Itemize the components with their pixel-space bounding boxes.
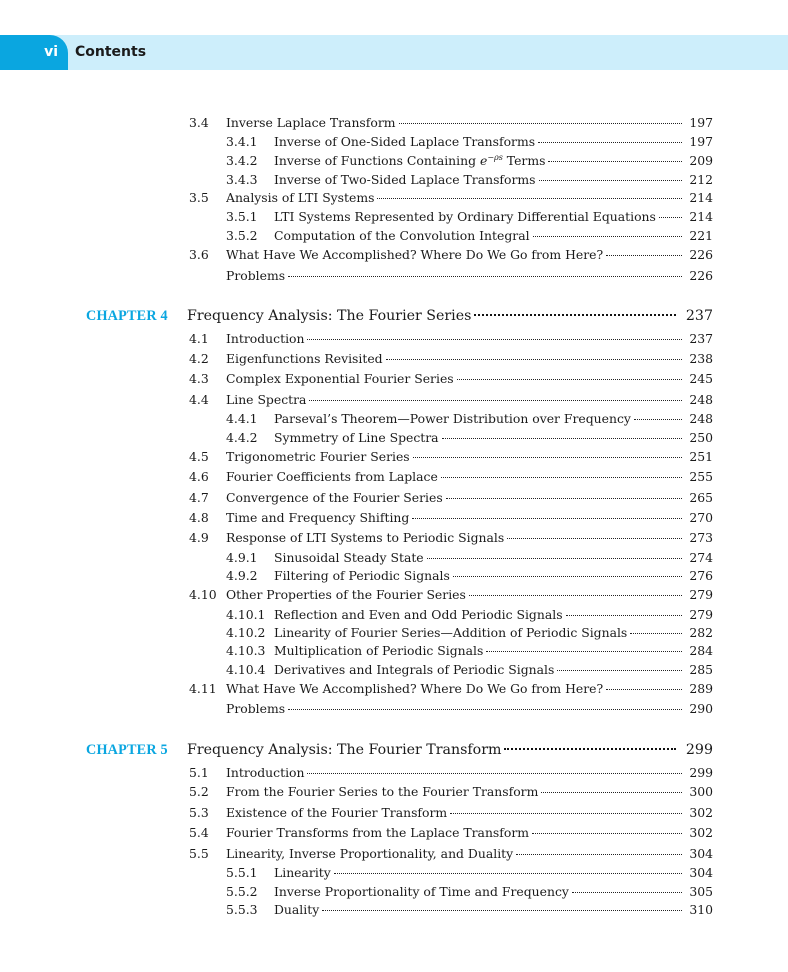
toc-entry-row[interactable] (0, 529, 788, 547)
entry-title[interactable]: Duality (274, 902, 320, 917)
toc-entry-row[interactable] (0, 468, 788, 486)
toc-entry-row[interactable] (0, 783, 788, 801)
dot-leader (442, 437, 682, 439)
chapter-label: CHAPTER 4 (86, 308, 168, 324)
toc-entry-row[interactable] (0, 267, 788, 285)
entry-title-wrap (226, 680, 685, 698)
toc-entry-row[interactable] (0, 208, 788, 226)
toc-entry-row[interactable] (0, 642, 788, 660)
entry-title-wrap (274, 567, 685, 585)
entry-title[interactable]: Existence of the Fourier Transform (226, 805, 448, 820)
toc-entry-row[interactable] (0, 901, 788, 919)
entry-title-wrap (226, 509, 685, 527)
page-number-ref: 299 (689, 765, 713, 780)
page-number-ref: 250 (689, 430, 713, 445)
dot-leader (334, 872, 682, 874)
entry-title[interactable]: Introduction (226, 765, 305, 780)
dot-leader (309, 399, 682, 401)
section-number: 5.5.2 (226, 884, 258, 899)
entry-title[interactable]: Multiplication of Periodic Signals (274, 643, 484, 658)
page-number-ref: 197 (689, 134, 713, 149)
entry-title-wrap (226, 448, 685, 466)
page-number-ref: 245 (689, 371, 713, 386)
entry-title[interactable]: Time and Frequency Shifting (226, 510, 410, 525)
entry-title-wrap (226, 804, 685, 822)
dot-leader (474, 313, 676, 316)
dot-leader (606, 254, 682, 256)
section-number: 4.11 (189, 681, 217, 696)
page-number: vi (44, 44, 58, 60)
page-number-ref: 300 (689, 784, 713, 799)
entry-title[interactable]: What Have We Accomplished? Where Do We Go from Here? (226, 247, 604, 262)
entry-title[interactable]: Problems (226, 701, 286, 716)
page-number-ref: 279 (689, 587, 713, 602)
entry-title-wrap (274, 152, 685, 170)
toc-entry-row[interactable] (0, 549, 788, 567)
page-number-ref: 273 (689, 530, 713, 545)
dot-leader (288, 275, 682, 277)
entry-title[interactable]: Inverse Proportionality of Time and Frequency (274, 884, 569, 899)
page-number-ref: 237 (685, 308, 713, 324)
entry-title[interactable]: Complex Exponential Fourier Series (226, 371, 454, 386)
dot-leader (446, 497, 682, 499)
entry-title-wrap (274, 642, 685, 660)
dot-leader (539, 179, 682, 181)
entry-title-wrap (226, 330, 685, 348)
toc-entry-row[interactable] (0, 883, 788, 901)
entry-title[interactable]: From the Fourier Series to the Fourier Transform (226, 784, 539, 799)
entry-title[interactable]: Eigenfunctions Revisited (226, 351, 383, 366)
entry-title[interactable]: Problems (226, 268, 286, 283)
page-number-ref: 304 (689, 846, 713, 861)
toc-entry-row[interactable] (0, 246, 788, 264)
dot-leader (541, 791, 682, 793)
section-number: 4.1 (189, 331, 209, 346)
entry-title-wrap (226, 783, 685, 801)
entry-title[interactable]: What Have We Accomplished? Where Do We Go from Here? (226, 681, 604, 696)
dot-leader (572, 891, 682, 893)
entry-title-wrap (274, 883, 685, 901)
page-number-ref: 226 (689, 247, 713, 262)
entry-title[interactable]: Trigonometric Fourier Series (226, 449, 410, 464)
page-number-ref: 270 (689, 510, 713, 525)
section-number: 4.5 (189, 449, 209, 464)
entry-title[interactable]: Line Spectra (226, 392, 307, 407)
toc-entry-row[interactable] (0, 189, 788, 207)
dot-leader (516, 853, 682, 855)
entry-title[interactable]: Filtering of Periodic Signals (274, 568, 450, 583)
section-number: 5.3 (189, 805, 209, 820)
dot-leader (307, 772, 682, 774)
toc-entry-row[interactable] (0, 586, 788, 604)
section-number: 4.9.1 (226, 550, 258, 565)
page-number-ref: 304 (689, 865, 713, 880)
dot-leader (548, 160, 682, 162)
section-number: 3.4.1 (226, 134, 258, 149)
toc-entry-row[interactable] (0, 448, 788, 466)
entry-title[interactable]: Fourier Coefficients from Laplace (226, 469, 438, 484)
section-number: 4.8 (189, 510, 209, 525)
dot-leader (377, 197, 682, 199)
dot-leader (441, 476, 682, 478)
dot-leader (538, 141, 682, 143)
dot-leader (427, 557, 682, 559)
entry-title[interactable]: Reflection and Even and Odd Periodic Signals (274, 607, 563, 622)
entry-title[interactable]: Response of LTI Systems to Periodic Signals (226, 530, 505, 545)
toc-chapter-row[interactable] (0, 305, 788, 327)
page-number-ref: 238 (689, 351, 713, 366)
section-number: 4.10 (189, 587, 217, 602)
entry-title-wrap (274, 606, 685, 624)
page-number-ref: 214 (689, 190, 713, 205)
entry-title[interactable]: Fourier Transforms from the Laplace Transform (226, 825, 529, 840)
toc-entry-row[interactable] (0, 171, 788, 189)
section-number: 5.5.1 (226, 865, 258, 880)
section-number: 3.5.2 (226, 228, 258, 243)
entry-title-wrap (226, 586, 685, 604)
dot-leader (630, 632, 682, 634)
page-number-ref: 237 (689, 331, 713, 346)
dot-leader (450, 812, 682, 814)
page-number-ref: 289 (689, 681, 713, 696)
page-number-ref: 305 (689, 884, 713, 899)
toc-entry-row[interactable] (0, 152, 788, 170)
entry-title-wrap (274, 864, 685, 882)
entry-title-wrap (226, 114, 685, 132)
entry-title[interactable]: Linearity, Inverse Proportionality, and Duality (226, 846, 514, 861)
entry-title-wrap (226, 267, 685, 285)
chapter-label: CHAPTER 5 (86, 742, 168, 758)
section-number: 3.5 (189, 190, 209, 205)
section-number: 4.4.1 (226, 411, 258, 426)
page-number-ref: 265 (689, 490, 713, 505)
section-number: 4.9.2 (226, 568, 258, 583)
entry-title-wrap (187, 305, 679, 327)
entry-title-wrap (274, 429, 685, 447)
toc-entry-row[interactable] (0, 350, 788, 368)
toc-entry-row[interactable] (0, 661, 788, 679)
entry-title-wrap (226, 350, 685, 368)
entry-title-part: Inverse of Functions Containing (274, 153, 480, 168)
section-number: 5.1 (189, 765, 209, 780)
entry-title-wrap (274, 624, 685, 642)
toc-entry-row[interactable] (0, 624, 788, 642)
section-number: 4.10.2 (226, 625, 266, 640)
dot-leader (659, 216, 682, 218)
entry-title-wrap (274, 227, 685, 245)
entry-title[interactable]: Symmetry of Line Spectra (274, 430, 439, 445)
section-number: 3.6 (189, 247, 209, 262)
dot-leader (533, 235, 682, 237)
entry-title-wrap (274, 410, 685, 428)
page-number-ref: 248 (689, 392, 713, 407)
page-number-ref: 302 (689, 825, 713, 840)
entry-title-wrap (274, 549, 685, 567)
entry-title-wrap (226, 529, 685, 547)
toc-entry-row[interactable] (0, 680, 788, 698)
page-number-ref: 209 (689, 153, 713, 168)
entry-title-wrap (226, 489, 685, 507)
page-number-ref: 248 (689, 411, 713, 426)
entry-title-wrap (226, 468, 685, 486)
page-number-ref: 282 (689, 625, 713, 640)
toc-entry-row[interactable] (0, 114, 788, 132)
toc-entry-row[interactable] (0, 509, 788, 527)
dot-leader (288, 708, 682, 710)
page-number-ref: 197 (689, 115, 713, 130)
entry-title[interactable]: LTI Systems Represented by Ordinary Differential Equations (274, 209, 656, 224)
page-number-ref: 221 (689, 228, 713, 243)
page-number-ref: 214 (689, 209, 713, 224)
page-number-ref: 251 (689, 449, 713, 464)
entry-title-wrap (274, 208, 685, 226)
section-number: 5.2 (189, 784, 209, 799)
entry-title-wrap (226, 246, 685, 264)
toc-entry-row[interactable] (0, 567, 788, 585)
entry-title-wrap (226, 764, 685, 782)
dot-leader (453, 575, 682, 577)
page-number-ref: 274 (689, 550, 713, 565)
section-number: 3.4 (189, 115, 209, 130)
section-number: 3.4.3 (226, 172, 258, 187)
entry-title-wrap (274, 133, 685, 151)
section-number: 5.5 (189, 846, 209, 861)
entry-title[interactable]: Inverse of One-Sided Laplace Transforms (274, 134, 536, 149)
section-number: 3.5.1 (226, 209, 258, 224)
dot-leader (307, 338, 682, 340)
toc-entry-row[interactable] (0, 845, 788, 863)
section-number: 5.5.3 (226, 902, 258, 917)
section-number: 4.10.3 (226, 643, 266, 658)
entry-title-wrap (274, 171, 685, 189)
entry-title[interactable]: Linearity (274, 865, 331, 880)
page-number-ref: 310 (689, 902, 713, 917)
entry-title[interactable]: Linearity of Fourier Series—Addition of Periodic Signals (274, 625, 628, 640)
entry-title-wrap (274, 661, 685, 679)
toc-entry-row[interactable] (0, 391, 788, 409)
toc-entry-row[interactable] (0, 429, 788, 447)
page-number-ref: 302 (689, 805, 713, 820)
entry-title-wrap (226, 700, 685, 718)
section-number: 5.4 (189, 825, 209, 840)
entry-title-wrap (274, 901, 685, 919)
entry-title-wrap (226, 391, 685, 409)
section-number: 4.2 (189, 351, 209, 366)
dot-leader (566, 614, 682, 616)
entry-title[interactable]: Derivatives and Integrals of Periodic Signals (274, 662, 555, 677)
entry-title-wrap (226, 845, 685, 863)
page-number-ref: 226 (689, 268, 713, 283)
dot-leader (606, 688, 682, 690)
section-number: 4.9 (189, 530, 209, 545)
toc-entry-row[interactable] (0, 133, 788, 151)
dot-leader (412, 517, 682, 519)
toc-entry-row[interactable] (0, 227, 788, 245)
section-number: 4.7 (189, 490, 209, 505)
entry-title[interactable]: Computation of the Convolution Integral (274, 228, 530, 243)
toc-entry-row[interactable] (0, 489, 788, 507)
entry-title[interactable]: Inverse Laplace Transform (226, 115, 396, 130)
section-number: 4.10.1 (226, 607, 266, 622)
toc-entry-row[interactable] (0, 330, 788, 348)
toc-entry-row[interactable] (0, 700, 788, 718)
page-number-ref: 285 (689, 662, 713, 677)
entry-title[interactable]: Frequency Analysis: The Fourier Series (187, 308, 472, 324)
entry-title[interactable]: Convergence of the Fourier Series (226, 490, 443, 505)
entry-title-wrap (226, 189, 685, 207)
math-base: e (479, 153, 488, 168)
math-exponent: −ρs (487, 152, 503, 162)
dot-leader (634, 418, 682, 420)
section-number: 3.4.2 (226, 153, 258, 168)
toc-entry-row[interactable] (0, 606, 788, 624)
page-number-ref: 212 (689, 172, 713, 187)
dot-leader (399, 122, 682, 124)
entry-title[interactable]: Frequency Analysis: The Fourier Transform (187, 742, 502, 758)
entry-title[interactable]: Other Properties of the Fourier Series (226, 587, 466, 602)
toc-chapter-row[interactable] (0, 739, 788, 761)
section-number: 4.4 (189, 392, 209, 407)
dot-leader (486, 650, 682, 652)
toc-entry-row[interactable] (0, 764, 788, 782)
toc-entry-row[interactable] (0, 370, 788, 388)
page-number-ref: 299 (685, 742, 713, 758)
page-number-ref: 284 (689, 643, 713, 658)
dot-leader (507, 537, 682, 539)
dot-leader (457, 378, 682, 380)
dot-leader (322, 909, 682, 911)
toc-entry-row[interactable] (0, 864, 788, 882)
page-number-ref: 276 (689, 568, 713, 583)
entry-title-part: Terms (502, 153, 546, 168)
entry-title[interactable]: Introduction (226, 331, 305, 346)
dot-leader (504, 747, 676, 750)
toc-entry-row[interactable] (0, 410, 788, 428)
entry-title[interactable]: Sinusoidal Steady State (274, 550, 424, 565)
dot-leader (532, 832, 682, 834)
entry-title[interactable]: Parseval’s Theorem—Power Distribution over Frequency (274, 411, 631, 426)
dot-leader (469, 594, 682, 596)
entry-title[interactable]: Analysis of LTI Systems (226, 190, 375, 205)
dot-leader (557, 669, 682, 671)
page-number-ref: 255 (689, 469, 713, 484)
section-number: 4.4.2 (226, 430, 258, 445)
page-number-ref: 290 (689, 701, 713, 716)
entry-title[interactable] (274, 152, 545, 170)
toc-entry-row[interactable] (0, 824, 788, 842)
running-header-title: Contents (75, 44, 147, 60)
entry-title-wrap (226, 824, 685, 842)
section-number: 4.10.4 (226, 662, 266, 677)
dot-leader (386, 358, 682, 360)
dot-leader (413, 456, 682, 458)
toc-entry-row[interactable] (0, 804, 788, 822)
entry-title-wrap (226, 370, 685, 388)
page-number-ref: 279 (689, 607, 713, 622)
entry-title-wrap (187, 739, 679, 761)
section-number: 4.6 (189, 469, 209, 484)
entry-title[interactable]: Inverse of Two-Sided Laplace Transforms (274, 172, 536, 187)
section-number: 4.3 (189, 371, 209, 386)
